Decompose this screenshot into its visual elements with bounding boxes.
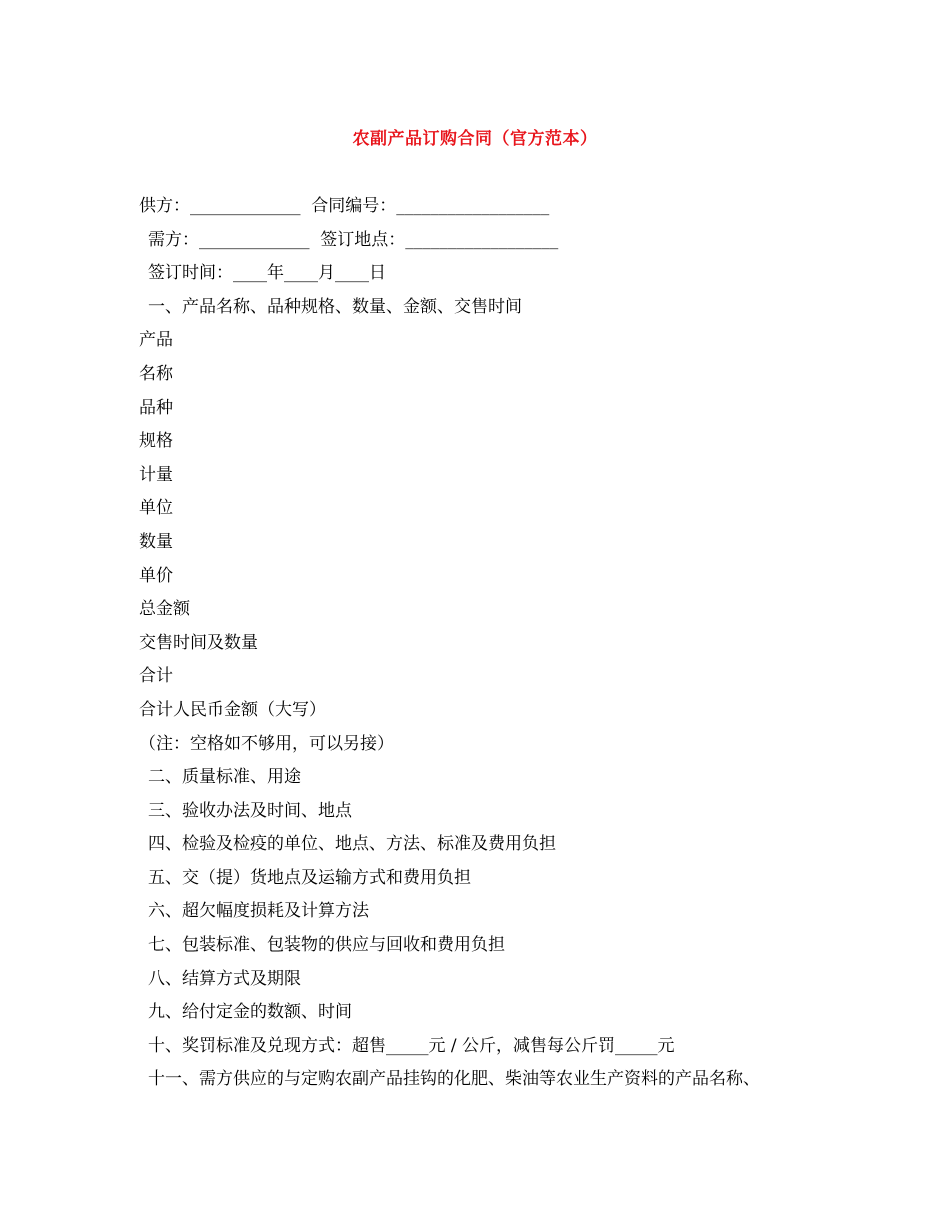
table-label-total-amount: 总金额 [139, 599, 190, 620]
table-label-unit: 单位 [139, 498, 173, 519]
section-heading-9: 九、给付定金的数额、时间 [148, 1002, 352, 1023]
section-heading-7: 七、包装标准、包装物的供应与回收和费用负担 [148, 935, 505, 956]
supplier-line: 供方：_____________ 合同编号：__________________ [139, 196, 550, 216]
section-heading-2: 二、质量标准、用途 [148, 767, 301, 788]
table-label-quantity: 数量 [139, 531, 173, 552]
table-label-name: 名称 [139, 363, 173, 384]
section-heading-3: 三、验收办法及时间、地点 [148, 800, 352, 821]
section-heading-1: 一、产品名称、品种规格、数量、金额、交售时间 [148, 296, 522, 317]
section-heading-10: 十、奖罚标准及兑现方式：超售_____元 / 公斤，减售每公斤罚_____元 [148, 1035, 675, 1056]
section-heading-5: 五、交（提）货地点及运输方式和费用负担 [148, 867, 471, 888]
table-label-sum-rmb: 合计人民币金额（大写） [139, 699, 326, 720]
section-heading-4: 四、检验及检疫的单位、地点、方法、标准及费用负担 [148, 834, 556, 855]
table-label-product: 产品 [139, 330, 173, 351]
document-title: 农副产品订购合同（官方范本） [352, 129, 598, 149]
signing-date-line: 签订时间：____年____月____日 [148, 263, 386, 284]
table-label-measure: 计量 [139, 464, 173, 485]
note-line: （注：空格如不够用，可以另接） [139, 733, 394, 754]
table-label-delivery-time: 交售时间及数量 [139, 632, 258, 653]
table-label-sum: 合计 [139, 666, 173, 687]
buyer-line: 需方：_____________ 签订地点：__________________ [148, 229, 559, 250]
table-label-spec: 规格 [139, 431, 173, 452]
section-heading-11: 十一、需方供应的与定购农副产品挂钩的化肥、柴油等农业生产资料的产品名称、 [148, 1069, 760, 1090]
table-label-unit-price: 单价 [139, 565, 173, 586]
table-label-variety: 品种 [139, 397, 173, 418]
section-heading-8: 八、结算方式及期限 [148, 968, 301, 989]
section-heading-6: 六、超欠幅度损耗及计算方法 [148, 901, 369, 922]
document-body [139, 194, 839, 1101]
